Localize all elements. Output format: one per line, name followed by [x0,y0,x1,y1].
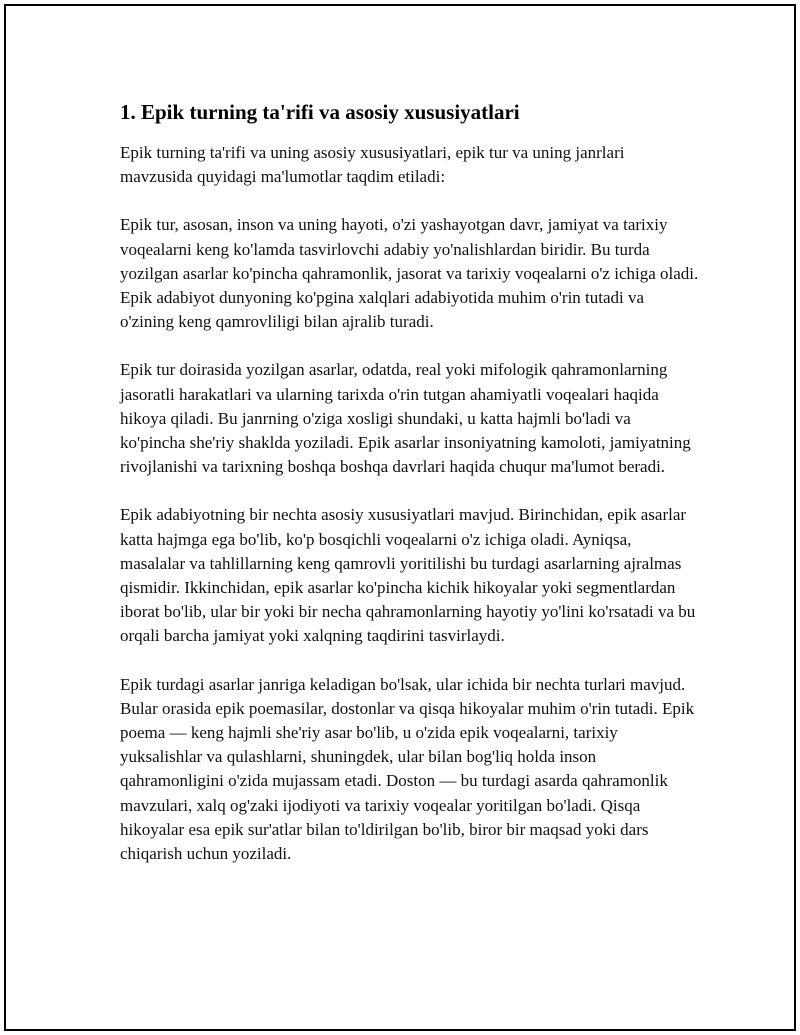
document-body [120,98,700,890]
paragraph-scope: Epik tur doirasida yozilgan asarlar, odatda, real yoki mifologik qahramonlarning jasoratli harakatlari va ularning tarixda o'rin tutgan ahamiyatli voqealari haqida hikoya qiladi. Bu janrning o'ziga xosligi shundaki, u katta hajmli bo'ladi va ko'pincha she'riy shaklda yoziladi. Epik asarlar insoniyatning kamoloti, jamiyatning rivojlanishi va tarixning boshqa boshqa davrlari haqida chuqur ma'lumot beradi. [120,360,691,477]
section-heading: 1. Epik turning ta'rifi va asosiy xususiyatlari [120,100,520,124]
paragraph-intro: Epik turning ta'rifi va uning asosiy xususiyatlari, epik tur va uning janrlari mavzusida quyidagi ma'lumotlar taqdim etiladi: [120,143,625,187]
paragraph-features: Epik adabiyotning bir nechta asosiy xususiyatlari mavjud. Birinchidan, epik asarlar katta hajmga ega bo'lib, ko'p bosqichli voqealarni o'z ichiga oladi. Ayniqsa, masalalar va tahlillarning keng qamrovli yoritilishi bu turdagi asarlarning ajralmas qismidir. Ikkinchidan, epik asarlar ko'pincha kichik hikoyalar yoki segmentlardan iborat bo'lib, ular bir yoki bir necha qahramonlarning hayotiy yo'lini ko'rsatadi va bu orqali barcha jamiyat yoki xalqning taqdirini tasvirlaydi. [120,505,696,646]
paragraph-definition: Epik tur, asosan, inson va uning hayoti, o'zi yashayotgan davr, jamiyat va tarixiy voqealarni keng ko'lamda tasvirlovchi adabiy yo'nalishlardan biridir. Bu turda yozilgan asarlar ko'pincha qahramonlik, jasorat va tarixiy voqealarni o'z ichiga oladi. Epik adabiyot dunyoning ko'pgina xalqlari adabiyotida muhim o'rin tutadi va o'zining keng qamrovliligi bilan ajralib turadi. [120,215,699,332]
page-frame [4,4,796,1031]
paragraph-genres: Epik turdagi asarlar janriga keladigan bo'lsak, ular ichida bir nechta turlari mavjud. Bular orasida epik poemasilar, dostonlar va qisqa hikoyalar muhim o'rin tutadi. Epik poema — keng hajmli she'riy asar bo'lib, u o'zida epik voqealarni, tarixiy yuksalishlar va qulashlarni, shuningdek, ular bilan bog'liq holda inson qahramonligini o'zida mujassam etadi. Doston — bu turdagi asarda qahramonlik mavzulari, xalq og'zaki ijodiyoti va tarixiy voqealar yoritilgan bo'ladi. Qisqa hikoyalar esa epik sur'atlar bilan to'ldirilgan bo'lib, biror bir maqsad yoki dars chiqarish uchun yoziladi. [120,674,695,864]
